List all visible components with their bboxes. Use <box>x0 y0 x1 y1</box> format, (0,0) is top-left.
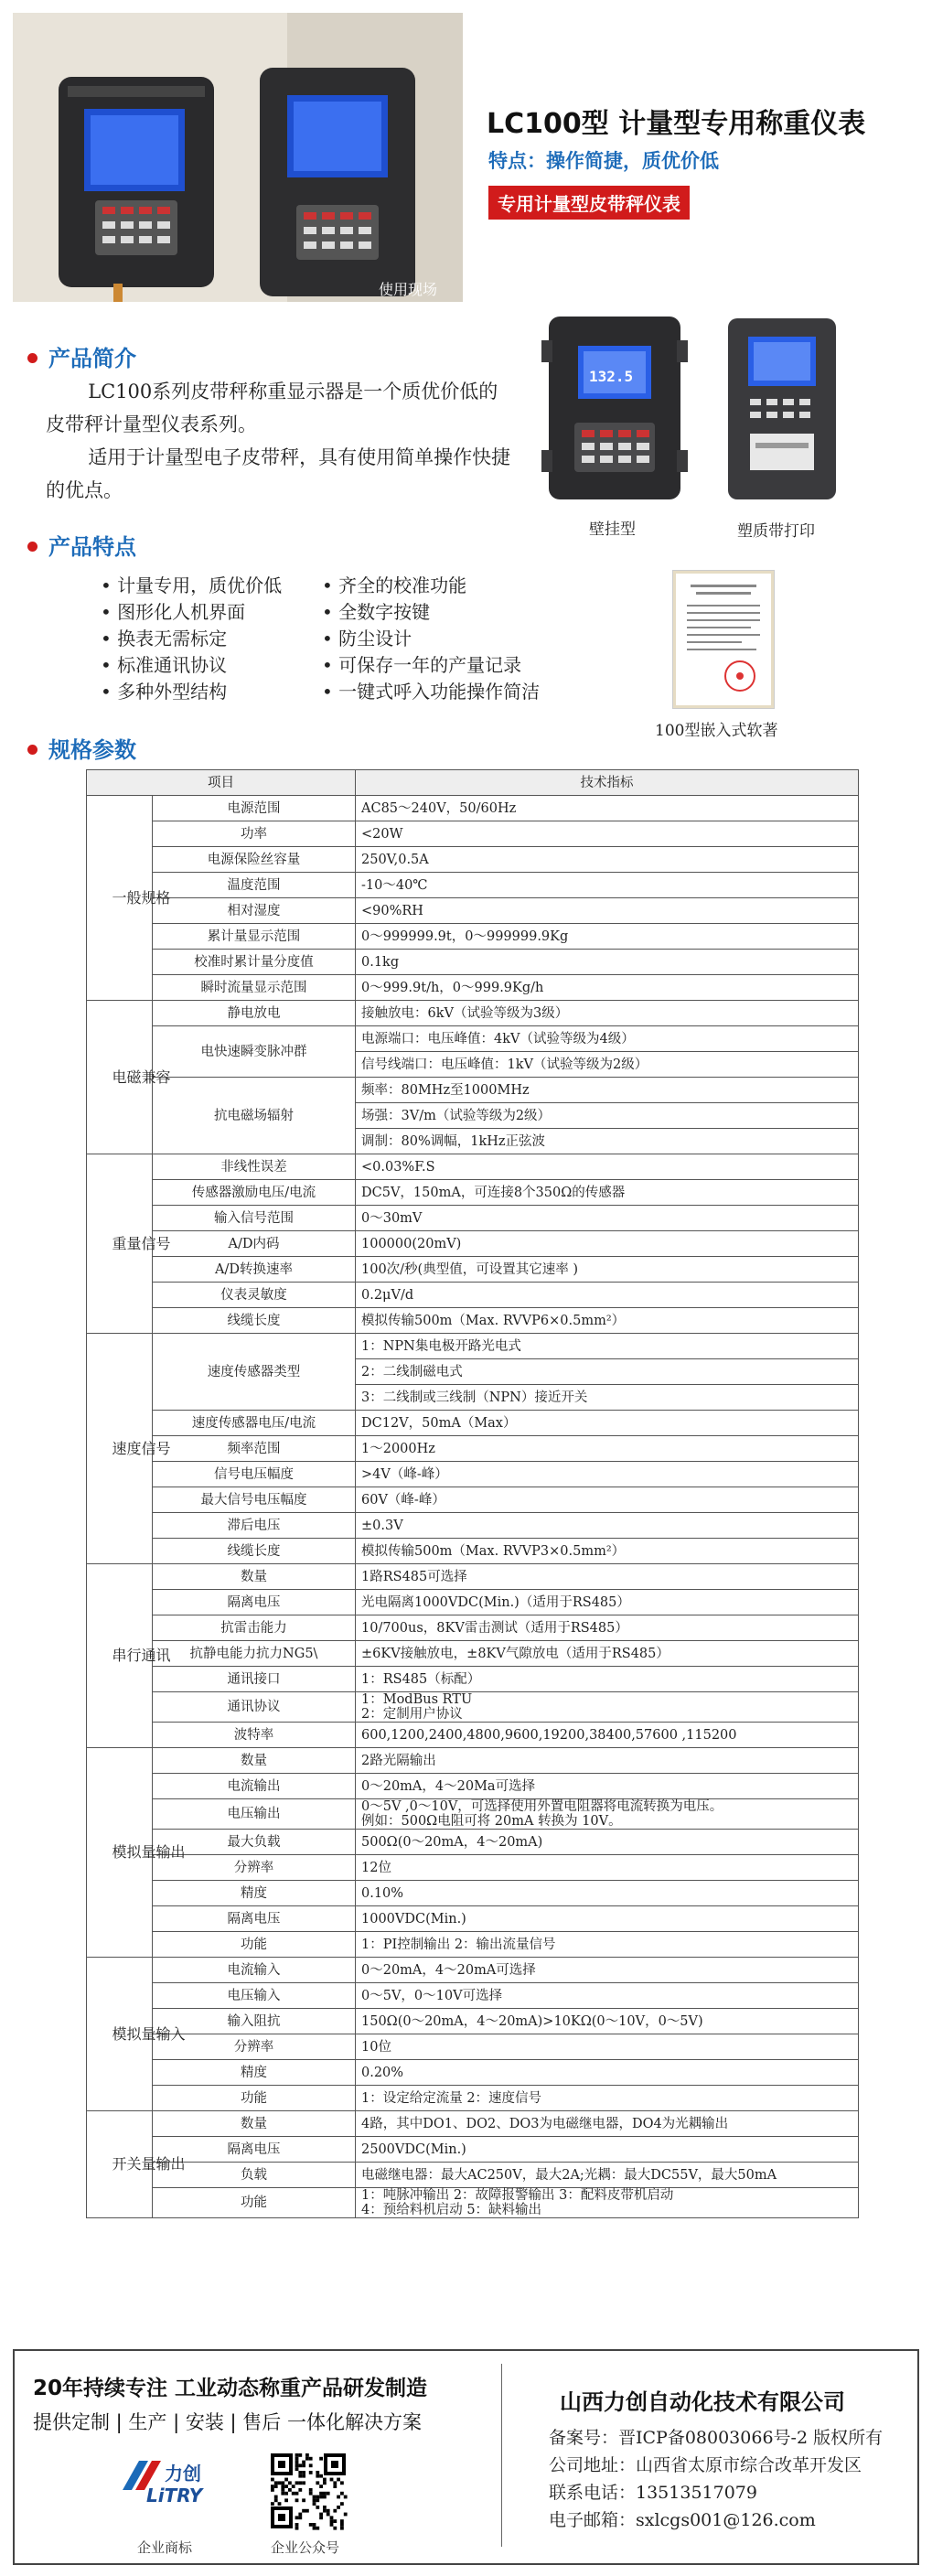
spec-item-name: 负载 <box>153 2163 356 2188</box>
spec-item-name: 电流输入 <box>153 1958 356 1983</box>
spec-item-value: 2500VDC(Min.) <box>356 2137 859 2163</box>
intro-heading: 产品简介 <box>27 340 136 372</box>
spec-item-name: 通讯接口 <box>153 1667 356 1692</box>
spec-item-value: 0～20mA，4～20mA可选择 <box>356 1958 859 1983</box>
table-row <box>87 975 859 1001</box>
table-row <box>87 847 859 873</box>
table-row <box>87 1026 859 1052</box>
footer-services: 提供定制 | 生产 | 安装 | 售后 一体化解决方案 <box>33 2411 422 2433</box>
spec-item-name: 滞后电压 <box>153 1513 356 1539</box>
spec-item-value: 1～2000Hz <box>356 1436 859 1462</box>
table-row <box>87 1411 859 1436</box>
spec-item-value: 1：PI控制输出 2：输出流量信号 <box>356 1932 859 1958</box>
spec-item-name: 传感器激励电压/电流 <box>153 1180 356 1206</box>
bullet-dot-icon <box>27 745 37 755</box>
feature-item: • 换表无需标定 <box>101 626 282 652</box>
table-row <box>87 1881 859 1906</box>
spec-item-value: 500Ω(0～20mA，4～20mA) <box>356 1830 859 1855</box>
spec-item-value: 1：NPN集电极开路光电式 <box>356 1334 859 1359</box>
spec-item-value: 光电隔离1000VDC(Min.)（适用于RS485） <box>356 1590 859 1615</box>
spec-item-name: 速度传感器电压/电流 <box>153 1411 356 1436</box>
spec-item-value: 100次/秒(典型值，可设置其它速率 ) <box>356 1257 859 1283</box>
photo-caption: 使用现场 <box>379 281 438 298</box>
product-tagline: 特点：操作简捷，质优价低 <box>488 150 719 172</box>
table-row <box>87 1615 859 1641</box>
footer-divider <box>501 2364 502 2547</box>
spec-item-value: 频率：80MHz至1000MHz <box>356 1078 859 1103</box>
features-list-left <box>101 573 282 705</box>
table-row <box>87 1799 859 1830</box>
device-screen-reading: 132.5 <box>589 368 634 385</box>
spec-item-value: 模拟传输500m（Max. RVVP6×0.5mm²） <box>356 1308 859 1334</box>
spec-item-value: 信号线端口：电压峰值：1kV（试验等级为2级） <box>356 1052 859 1078</box>
table-row <box>87 1001 859 1026</box>
spec-item-value: 4路，其中DO1、DO2、DO3为电磁继电器，DO4为光耦输出 <box>356 2111 859 2137</box>
spec-item-value: 2：二线制磁电式 <box>356 1359 859 1385</box>
table-header-value: 技术指标 <box>356 770 859 796</box>
spec-item-name: 数量 <box>153 2111 356 2137</box>
spec-item-name: 输入信号范围 <box>153 1206 356 1231</box>
device-plastic-printer <box>723 315 841 541</box>
spec-item-name: 速度传感器类型 <box>153 1334 356 1411</box>
installation-photo <box>13 13 463 302</box>
spec-item-name: 最大信号电压幅度 <box>153 1487 356 1513</box>
spec-item-name: 分辨率 <box>153 1855 356 1881</box>
table-row <box>87 1641 859 1667</box>
table-row <box>87 2034 859 2060</box>
spec-item-value: <20W <box>356 821 859 847</box>
table-row <box>87 1692 859 1723</box>
table-row <box>87 2188 859 2218</box>
spec-item-name: 瞬时流量显示范围 <box>153 975 356 1001</box>
spec-group-label: 模拟量输入 <box>87 1958 153 2111</box>
feature-item: • 齐全的校准功能 <box>322 573 540 599</box>
spec-item-value: 2路光隔输出 <box>356 1748 859 1774</box>
spec-item-name: 抗雷击能力 <box>153 1615 356 1641</box>
table-row <box>87 1958 859 1983</box>
table-row <box>87 1462 859 1487</box>
spec-item-name: 隔离电压 <box>153 2137 356 2163</box>
spec-item-value: 0～20mA，4～20Ma可选择 <box>356 1774 859 1799</box>
feature-item: • 全数字按键 <box>322 599 540 626</box>
spec-item-name: 通讯协议 <box>153 1692 356 1723</box>
spec-item-value: 1：吨脉冲输出 2：故障报警输出 3：配料皮带机启动 4：预给料机启动 5：缺料输出 <box>356 2188 859 2218</box>
spec-item-value: 3：二线制或三线制（NPN）接近开关 <box>356 1385 859 1411</box>
spec-group-label: 速度信号 <box>87 1334 153 1564</box>
spec-item-value: DC12V，50mA（Max） <box>356 1411 859 1436</box>
table-row <box>87 2086 859 2111</box>
spec-item-value: 电磁继电器：最大AC250V，最大2A;光耦：最大DC55V，最大50mA <box>356 2163 859 2188</box>
table-row <box>87 1231 859 1257</box>
spec-item-value: 12位 <box>356 1855 859 1881</box>
spec-group-label: 开关量输出 <box>87 2111 153 2218</box>
spec-item-name: 信号电压幅度 <box>153 1462 356 1487</box>
feature-item: • 一键式呼入功能操作简洁 <box>322 679 540 705</box>
spec-item-value: 0.1kg <box>356 950 859 975</box>
table-row <box>87 1078 859 1103</box>
spec-item-name: 频率范围 <box>153 1436 356 1462</box>
table-row <box>87 1667 859 1692</box>
spec-item-name: 分辨率 <box>153 2034 356 2060</box>
table-row <box>87 1723 859 1748</box>
spec-item-value: 场强：3V/m（试验等级为2级） <box>356 1103 859 1129</box>
spec-item-name: 累计量显示范围 <box>153 924 356 950</box>
table-row <box>87 1487 859 1513</box>
table-row <box>87 1206 859 1231</box>
spec-item-name: 数量 <box>153 1564 356 1590</box>
table-row <box>87 924 859 950</box>
table-row <box>87 1436 859 1462</box>
company-address: 公司地址：山西省太原市综合改革开发区 <box>549 2455 862 2475</box>
spec-item-value: 0～30mV <box>356 1206 859 1231</box>
table-row <box>87 1334 859 1359</box>
device-printer-caption: 塑质带打印 <box>737 522 815 541</box>
spec-item-name: 静电放电 <box>153 1001 356 1026</box>
product-badge: 专用计量型皮带秤仪表 <box>488 186 690 220</box>
spec-item-name: A/D内码 <box>153 1231 356 1257</box>
spec-item-value: 0～999.9t/h，0～999.9Kg/h <box>356 975 859 1001</box>
table-row <box>87 898 859 924</box>
spec-item-name: 波特率 <box>153 1723 356 1748</box>
spec-item-name: 温度范围 <box>153 873 356 898</box>
company-phone: 联系电话：13513517079 <box>549 2483 757 2503</box>
table-row <box>87 1748 859 1774</box>
spec-group-label: 串行通讯 <box>87 1564 153 1748</box>
spec-item-value: 150Ω(0～20mA，4～20mA)>10KΩ(0～10V，0～5V) <box>356 2009 859 2034</box>
table-row <box>87 1539 859 1564</box>
spec-item-name: 电源保险丝容量 <box>153 847 356 873</box>
spec-item-value: 1000VDC(Min.) <box>356 1906 859 1932</box>
spec-item-value: DC5V，150mA，可连接8个350Ω的传感器 <box>356 1180 859 1206</box>
certificate-caption: 100型嵌入式软著 <box>655 722 778 740</box>
feature-item: • 图形化人机界面 <box>101 599 282 626</box>
spec-item-name: A/D转换速率 <box>153 1257 356 1283</box>
footer-headline: 20年持续专注 工业动态称重产品研发制造 <box>33 2377 428 2400</box>
spec-item-name: 电压输入 <box>153 1983 356 2009</box>
table-row <box>87 1830 859 1855</box>
table-row <box>87 2060 859 2086</box>
spec-item-name: 功率 <box>153 821 356 847</box>
company-email: 电子邮箱：sxlcgs001@126.com <box>549 2510 816 2530</box>
spec-item-name: 隔离电压 <box>153 1590 356 1615</box>
table-row <box>87 1513 859 1539</box>
table-row <box>87 1154 859 1180</box>
spec-item-name: 功能 <box>153 2086 356 2111</box>
spec-item-value: >4V（峰-峰） <box>356 1462 859 1487</box>
spec-item-value: 1：RS485（标配） <box>356 1667 859 1692</box>
spec-item-name: 电压输出 <box>153 1799 356 1830</box>
spec-item-name: 最大负载 <box>153 1830 356 1855</box>
spec-item-value: 10位 <box>356 2034 859 2060</box>
table-row <box>87 2137 859 2163</box>
spec-item-value: ±0.3V <box>356 1513 859 1539</box>
table-row <box>87 821 859 847</box>
device-wall-caption: 壁挂型 <box>589 521 636 539</box>
feature-item: • 计量专用，质优价低 <box>101 573 282 599</box>
features-list-right <box>322 573 540 705</box>
spec-item-value: 1路RS485可选择 <box>356 1564 859 1590</box>
spec-item-value: 0～5V ,0～10V，可选择使用外置电阻器将电流转换为电压。 例如：500Ω电阻可将 20mA 转换为 10V。 <box>356 1799 859 1830</box>
device-wall-mounted <box>541 313 688 539</box>
table-header-row <box>87 770 859 796</box>
spec-item-name: 精度 <box>153 1881 356 1906</box>
spec-item-value: ±6KV接触放电，±8KV气隙放电（适用于RS485） <box>356 1641 859 1667</box>
spec-item-value: 0.2μV/d <box>356 1283 859 1308</box>
spec-item-value: -10～40℃ <box>356 873 859 898</box>
logo-en: LiTRY <box>146 2485 203 2506</box>
table-row <box>87 1983 859 2009</box>
spec-item-value: 100000(20mV) <box>356 1231 859 1257</box>
feature-item: • 可保存一年的产量记录 <box>322 652 540 679</box>
intro-text <box>46 375 512 507</box>
certificate-image <box>673 571 774 708</box>
logo-cn: 力创 <box>165 2463 201 2485</box>
bullet-dot-icon <box>27 542 37 552</box>
feature-item: • 多种外型结构 <box>101 679 282 705</box>
spec-item-value: 600,1200,2400,4800,9600,19200,38400,57600 ,115200 <box>356 1723 859 1748</box>
spec-item-value: 电源端口：电压峰值：4kV（试验等级为4级） <box>356 1026 859 1052</box>
table-row <box>87 796 859 821</box>
product-title: LC100型 计量型专用称重仪表 <box>487 108 866 140</box>
spec-item-name: 抗电磁场辐射 <box>153 1078 356 1154</box>
table-row <box>87 1308 859 1334</box>
spec-item-name: 非线性误差 <box>153 1154 356 1180</box>
table-row <box>87 1906 859 1932</box>
spec-item-value: 250V,0.5A <box>356 847 859 873</box>
table-row <box>87 1590 859 1615</box>
qr-code-icon <box>267 2450 349 2532</box>
spec-item-value: 1：设定给定流量 2：速度信号 <box>356 2086 859 2111</box>
spec-item-name: 精度 <box>153 2060 356 2086</box>
spec-item-name: 相对湿度 <box>153 898 356 924</box>
spec-item-name: 电流输出 <box>153 1774 356 1799</box>
spec-item-name: 仪表灵敏度 <box>153 1283 356 1308</box>
spec-group-label: 模拟量输出 <box>87 1748 153 1958</box>
table-row <box>87 1932 859 1958</box>
spec-item-name: 电快速瞬变脉冲群 <box>153 1026 356 1078</box>
feature-item: • 防尘设计 <box>322 626 540 652</box>
logo-caption: 企业商标 <box>137 2539 193 2556</box>
spec-item-value: 接触放电：6kV（试验等级为3级） <box>356 1001 859 1026</box>
table-row <box>87 1283 859 1308</box>
spec-item-name: 隔离电压 <box>153 1906 356 1932</box>
table-row <box>87 1774 859 1799</box>
spec-item-value: 0～5V，0～10V可选择 <box>356 1983 859 2009</box>
specs-heading: 规格参数 <box>27 732 136 764</box>
company-logo <box>119 2453 220 2508</box>
qr-caption: 企业公众号 <box>271 2539 340 2556</box>
table-row <box>87 1564 859 1590</box>
table-row <box>87 950 859 975</box>
company-name: 山西力创自动化技术有限公司 <box>560 2389 845 2415</box>
spec-item-value: 10/700us，8KV雷击测试（适用于RS485） <box>356 1615 859 1641</box>
spec-item-name: 电源范围 <box>153 796 356 821</box>
spec-item-name: 输入阻抗 <box>153 2009 356 2034</box>
intro-para-2: 适用于计量型电子皮带秤，具有使用简单操作快捷的优点。 <box>46 446 511 501</box>
spec-item-value: <0.03%F.S <box>356 1154 859 1180</box>
spec-item-name: 功能 <box>153 1932 356 1958</box>
spec-group-label: 电磁兼容 <box>87 1001 153 1154</box>
table-row <box>87 2163 859 2188</box>
spec-item-name: 线缆长度 <box>153 1308 356 1334</box>
intro-para-1: LC100系列皮带秤称重显示器是一个质优价低的皮带秤计量型仪表系列。 <box>46 381 498 435</box>
spec-item-name: 校准时累计量分度值 <box>153 950 356 975</box>
spec-item-value: 0～999999.9t，0～999999.9Kg <box>356 924 859 950</box>
spec-item-value: 调制：80%调幅，1kHz正弦波 <box>356 1129 859 1154</box>
spec-item-name: 功能 <box>153 2188 356 2218</box>
spec-group-label: 重量信号 <box>87 1154 153 1334</box>
spec-item-name: 数量 <box>153 1748 356 1774</box>
feature-item: • 标准通讯协议 <box>101 652 282 679</box>
spec-item-value: 模拟传输500m（Max. RVVP3×0.5mm²） <box>356 1539 859 1564</box>
spec-item-name: 线缆长度 <box>153 1539 356 1564</box>
spec-item-value: 60V（峰-峰） <box>356 1487 859 1513</box>
specs-table <box>86 769 859 2218</box>
company-info <box>549 2424 883 2534</box>
spec-item-value: 1：ModBus RTU 2：定制用户协议 <box>356 1692 859 1723</box>
record-number: 备案号：晋ICP备08003066号-2 版权所有 <box>549 2428 884 2448</box>
bullet-dot-icon <box>27 353 37 363</box>
table-row <box>87 873 859 898</box>
spec-item-value: 0.20% <box>356 2060 859 2086</box>
features-heading: 产品特点 <box>27 529 136 561</box>
spec-item-value: AC85～240V，50/60Hz <box>356 796 859 821</box>
table-row <box>87 1180 859 1206</box>
table-row <box>87 2111 859 2137</box>
spec-item-value: <90%RH <box>356 898 859 924</box>
spec-item-value: 0.10% <box>356 1881 859 1906</box>
table-row <box>87 1855 859 1881</box>
table-row <box>87 2009 859 2034</box>
spec-item-name: 抗静电能力抗力NG5\ <box>153 1641 356 1667</box>
spec-group-label: 一般规格 <box>87 796 153 1001</box>
table-header-item: 项目 <box>87 770 356 796</box>
table-row <box>87 1257 859 1283</box>
